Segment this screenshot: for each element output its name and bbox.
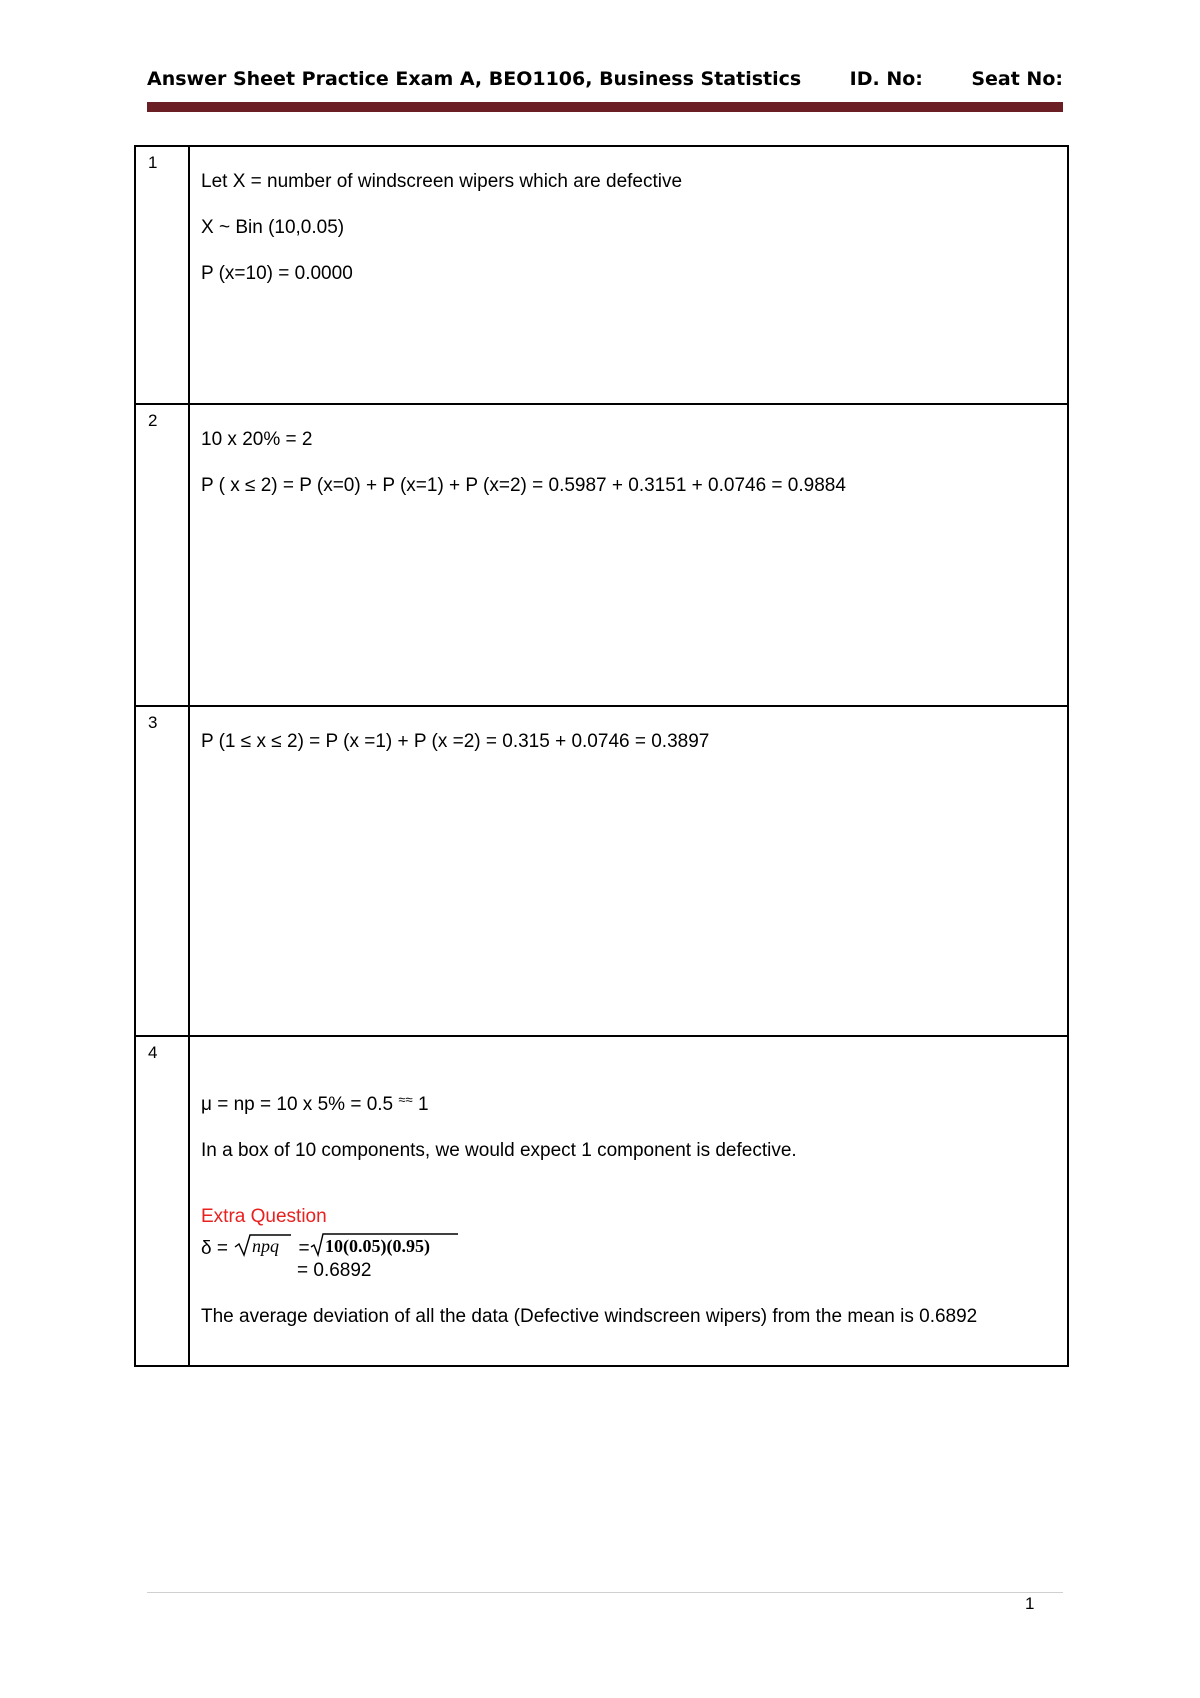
- footer-rule: [147, 1592, 1063, 1593]
- answer-cell: [189, 146, 1068, 404]
- expectation-line: In a box of 10 components, we would expect 1 component is defective.: [201, 1140, 797, 1161]
- mean-line: [201, 1089, 1067, 1116]
- sqrt-npq-icon: [233, 1232, 293, 1258]
- mean-text: μ = np = 10 x 5% = 0.5: [201, 1094, 399, 1115]
- answer-text: x: [251, 731, 272, 752]
- answer-row-2: [135, 404, 1068, 706]
- less-equal-symbol: ≤: [240, 731, 252, 752]
- answer-row-1: [135, 146, 1068, 404]
- answer-line: 10 x 20% = 2: [201, 429, 313, 450]
- answer-cell: [189, 1036, 1068, 1366]
- question-number: 4: [148, 1043, 158, 1062]
- answer-line: [201, 475, 1067, 497]
- sd-result: = 0.6892: [297, 1260, 372, 1281]
- question-number-cell: [135, 706, 189, 1036]
- answer-line: Let X = number of windscreen wipers which are defective: [201, 171, 683, 192]
- mean-rounded: 1: [412, 1094, 429, 1115]
- id-number-label: ID. No:: [849, 68, 923, 90]
- answer-text: 2) = P (x =1) + P (x =2) = 0.315 + 0.0746 = 0.3897: [281, 731, 710, 752]
- answer-line: P (x=10) = 0.0000: [201, 263, 353, 284]
- answer-text: P (1: [201, 731, 241, 752]
- sd-equals: =: [298, 1238, 310, 1259]
- answer-row-4: [135, 1036, 1068, 1366]
- question-number-cell: [135, 1036, 189, 1366]
- approx-symbol: ≈≈: [398, 1092, 413, 1107]
- less-equal-symbol: ≤: [271, 731, 282, 752]
- question-number: 2: [148, 411, 158, 430]
- answer-row-3: [135, 706, 1068, 1036]
- answer-line: X ~ Bin (10,0.05): [201, 217, 345, 238]
- sd-prefix: δ =: [201, 1238, 234, 1259]
- answer-cell: [189, 404, 1068, 706]
- sqrt-numeric-icon: [310, 1232, 460, 1258]
- sqrt-numeric-text: 10(0.05)(0.95): [324, 1236, 430, 1256]
- answer-cell: [189, 706, 1068, 1036]
- page-number: 1: [1025, 1594, 1035, 1613]
- less-equal-symbol: ≤: [245, 475, 256, 496]
- conclusion-line: The average deviation of all the data (Defective windscreen wipers) from the mean is 0.6892: [201, 1306, 978, 1327]
- answer-text: 2) = P (x=0) + P (x=1) + P (x=2) = 0.5987 + 0.3151 + 0.0746 = 0.9884: [255, 475, 846, 496]
- answer-line: [201, 731, 1067, 753]
- question-number: 3: [148, 713, 158, 732]
- extra-question-title: Extra Question: [201, 1206, 327, 1227]
- page-header: [147, 68, 1063, 90]
- sqrt-npq-text: npq: [252, 1236, 280, 1256]
- answer-text: P ( x: [201, 475, 245, 496]
- question-number: 1: [148, 153, 158, 172]
- answer-table: [134, 145, 1069, 1367]
- sd-formula-line: [201, 1232, 1067, 1260]
- header-rule: [147, 102, 1063, 112]
- question-number-cell: [135, 404, 189, 706]
- seat-number-label: Seat No:: [971, 68, 1063, 90]
- question-number-cell: [135, 146, 189, 404]
- document-title: Answer Sheet Practice Exam A, BEO1106, Business Statistics: [147, 68, 802, 90]
